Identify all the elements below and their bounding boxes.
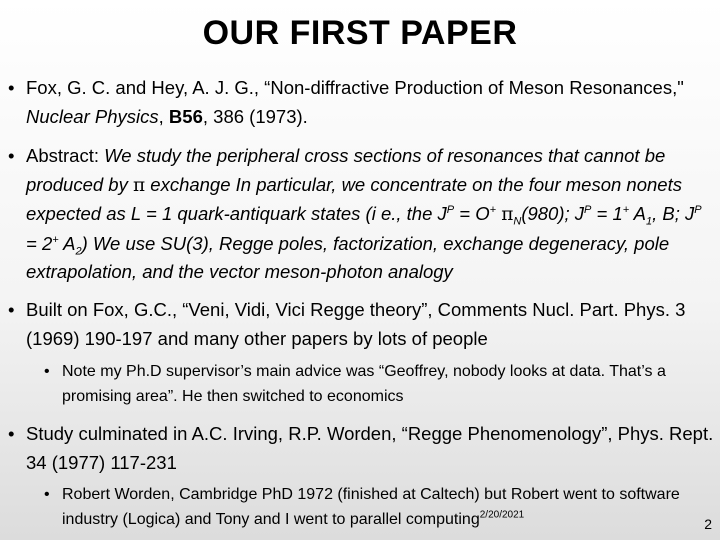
bullet-dot: • xyxy=(44,363,50,380)
bullet-dot: • xyxy=(8,423,15,444)
bullet-citation xyxy=(8,74,714,131)
bullet-dot: • xyxy=(8,77,15,98)
slide-date: 2/20/2021 xyxy=(479,509,525,521)
bullet-built-on xyxy=(8,296,714,353)
bullet-built-on-text: Built on Fox, G.C., “Veni, Vidi, Vici Regge theory”, Comments Nucl. Part. Phys. 3 (1969) 190-197 and many other papers by lots of people xyxy=(26,299,686,349)
bullet-culminated xyxy=(8,420,714,477)
bullet-dot: • xyxy=(8,299,15,320)
subbullet-supervisor-note xyxy=(44,359,704,409)
subbullet-worden-text: Robert Worden, Cambridge PhD 1972 (finished at Caltech) but Robert went to software industry (Logica) and Tony and I went to parallel computing$^{2/20/2021}$ xyxy=(62,486,680,528)
slide-number: 2 xyxy=(704,516,712,532)
bullet-abstract xyxy=(8,142,714,287)
bullet-dot: • xyxy=(8,145,15,166)
subbullet-worden xyxy=(44,482,704,532)
subbullet-supervisor-note-text: Note my Ph.D supervisor’s main advice was “Geoffrey, nobody looks at data. That’s a promising area”. He then switched to economics xyxy=(62,363,666,405)
bullet-culminated-text: Study culminated in A.C. Irving, R.P. Worden, “Regge Phenomenology”, Phys. Rept. 34 (1977) 117-231 xyxy=(26,423,714,473)
slide-title: OUR FIRST PAPER xyxy=(202,14,518,52)
bullet-citation-text: Fox, G. C. and Hey, A. J. G., “Non-diffractive Production of Meson Resonances," Nuclear Physics, B56, 386 (1973). xyxy=(26,77,684,127)
bullet-dot: • xyxy=(44,486,50,503)
bullet-abstract-text: Abstract: We study the peripheral cross sections of resonances that cannot be produced by π exchange In particular, we concentrate on the four meson nonets expected as L = 1 quark-antiquark states (i e., the $J^P = O^+$ $\pi_N(980)$; $J^P = 1^+$ $A_1$, B; $J^P = 2^+$ $A_2$) We use SU(3), Regge poles, factorization, exchange degeneracy, pole extrapolation, and the vector meson-photon analogy xyxy=(26,145,702,282)
